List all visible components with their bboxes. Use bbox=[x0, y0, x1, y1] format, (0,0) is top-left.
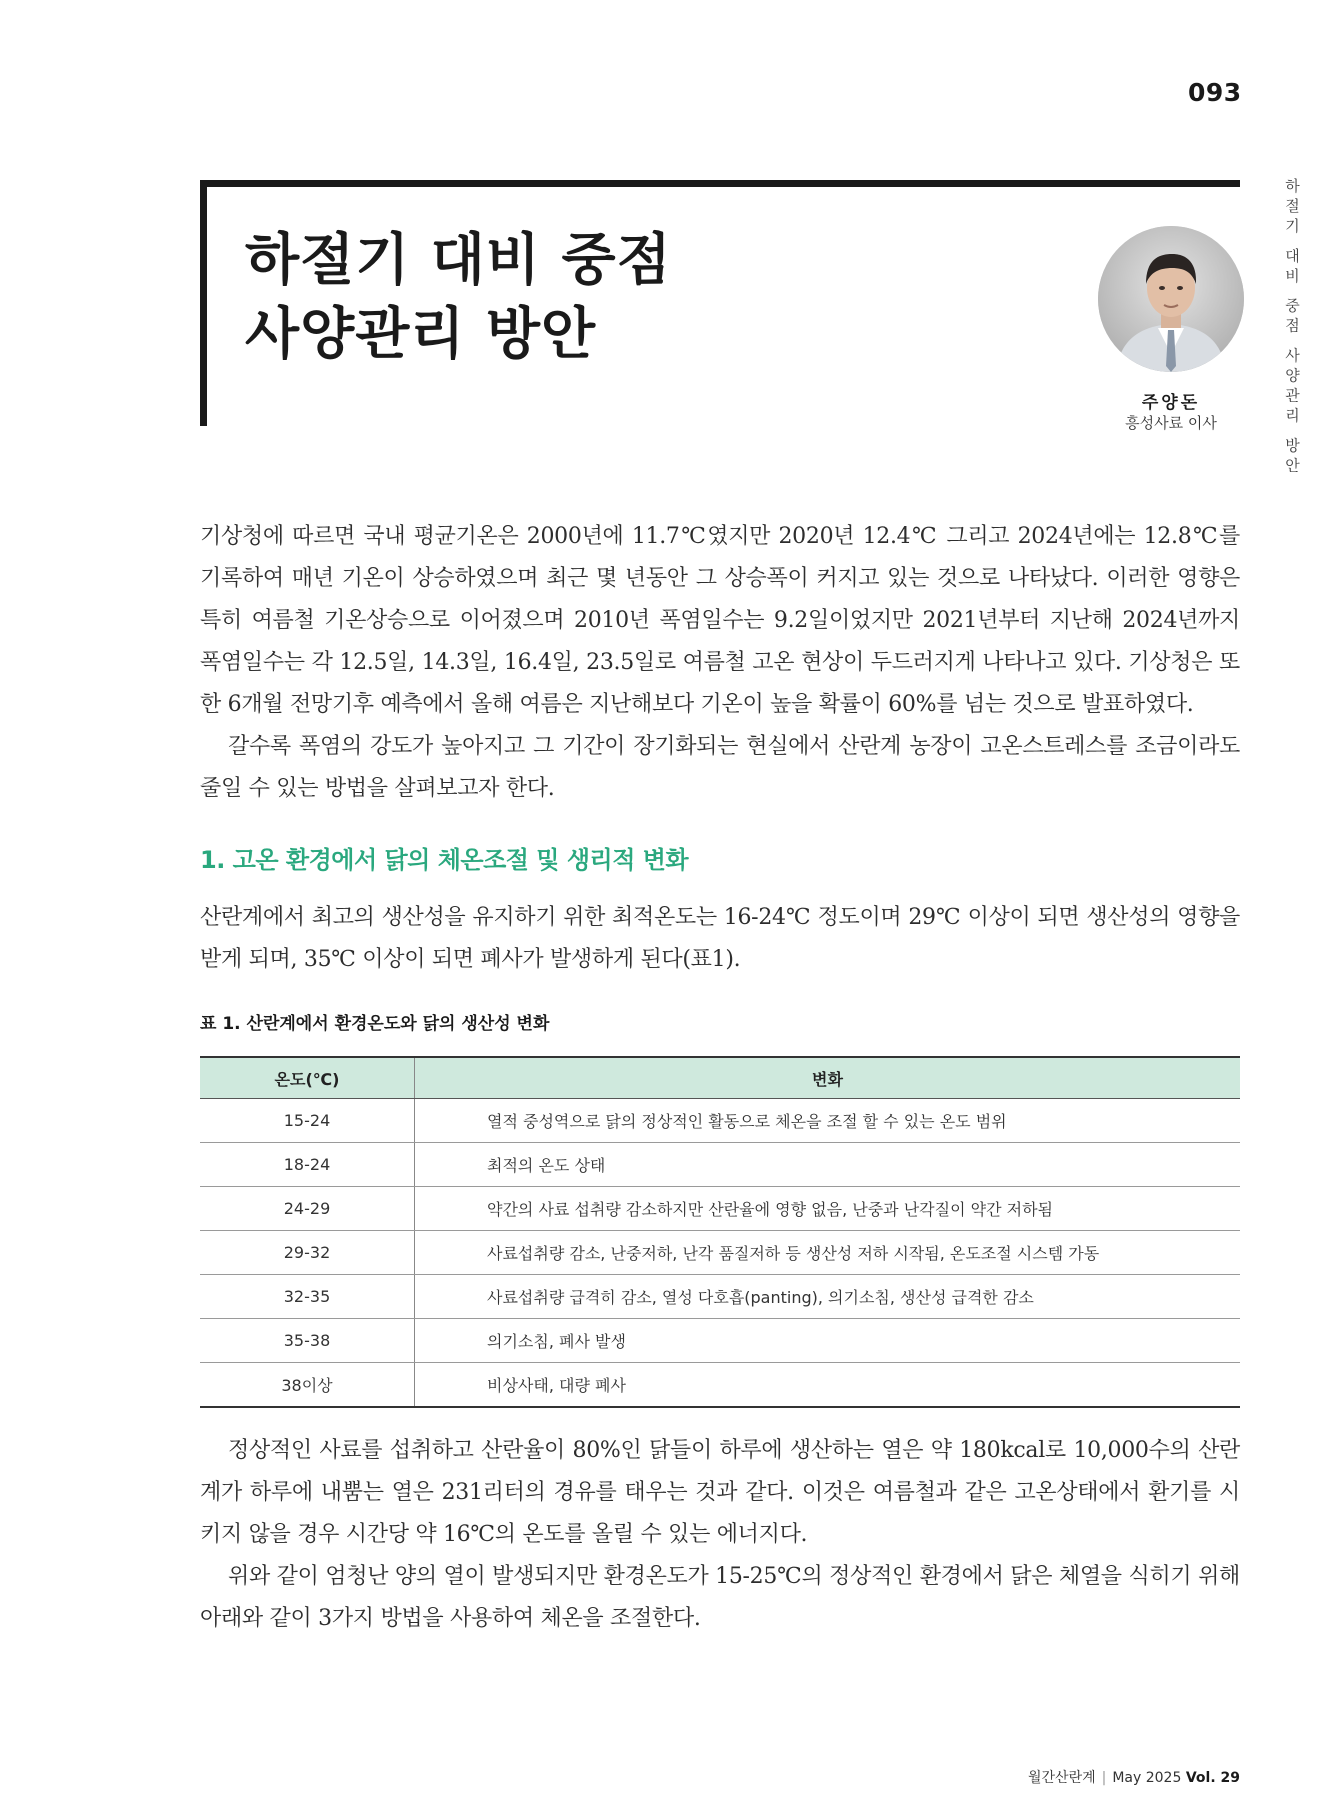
cell-change: 열적 중성역으로 닭의 정상적인 활동으로 체온을 조절 할 수 있는 온도 범위 bbox=[415, 1099, 1241, 1143]
cell-change: 비상사태, 대량 폐사 bbox=[415, 1363, 1241, 1408]
table-row bbox=[200, 1187, 1240, 1231]
paragraph-1: 기상청에 따르면 국내 평균기온은 2000년에 11.7℃였지만 2020년 12.4℃ 그리고 2024년에는 12.8℃를 기록하여 매년 기온이 상승하였으며 최근 몇 년동안 그 상승폭이 커지고 있는 것으로 나타났다. 이러한 영향은 특히 여름철 기온상승으로 이어졌으며 2010년 폭염일수는 9.2일이었지만 2021년부터 지난해 2024년까지 폭염일수는 각 12.5일, 14.3일, 16.4일, 23.5일로 여름철 고온 현상이 두드러지게 나타나고 있다. 기상청은 또한 6개월 전망기후 예측에서 올해 여름은 지난해보다 기온이 높을 확률이 60%를 넘는 것으로 발표하였다. bbox=[200, 524, 1240, 717]
cell-temperature: 32-35 bbox=[200, 1275, 415, 1319]
cell-change: 의기소침, 폐사 발생 bbox=[415, 1319, 1241, 1363]
paragraph-2: 갈수록 폭염의 강도가 높아지고 그 기간이 장기화되는 현실에서 산란계 농장이 고온스트레스를 조금이라도 줄일 수 있는 방법을 살펴보고자 한다. bbox=[200, 734, 1240, 801]
temperature-table bbox=[200, 1056, 1240, 1408]
footer-separator: | bbox=[1101, 1770, 1107, 1786]
side-running-title: 하절기 대비 중점 사양관리 방안 bbox=[1283, 178, 1301, 478]
page-footer bbox=[960, 1767, 1240, 1787]
cell-temperature: 38이상 bbox=[200, 1363, 415, 1408]
title-line-1: 하절기 대비 중점 bbox=[245, 228, 672, 293]
cell-change: 최적의 온도 상태 bbox=[415, 1143, 1241, 1187]
table-row bbox=[200, 1363, 1240, 1408]
cell-change: 사료섭취량 급격히 감소, 열성 다호흡(panting), 의기소침, 생산성 급격한 감소 bbox=[415, 1275, 1241, 1319]
article-body bbox=[200, 516, 1240, 1640]
title-block bbox=[200, 180, 1240, 426]
cell-temperature: 18-24 bbox=[200, 1143, 415, 1187]
header-temperature: 온도(℃) bbox=[200, 1057, 415, 1099]
paragraph-4: 정상적인 사료를 섭취하고 산란율이 80%인 닭들이 하루에 생산하는 열은 약 180kcal로 10,000수의 산란계가 하루에 내뿜는 열은 231리터의 경유를 태우는 것과 같다. 이것은 여름철과 같은 고온상태에서 환기를 시키지 않을 경우 시간당 약 16℃의 온도를 올릴 수 있는 에너지다. bbox=[200, 1438, 1240, 1547]
section-heading: 1. 고온 환경에서 닭의 체온조절 및 생리적 변화 bbox=[200, 846, 689, 874]
table-header-row bbox=[200, 1057, 1240, 1099]
table-row bbox=[200, 1231, 1240, 1275]
cell-temperature: 35-38 bbox=[200, 1319, 415, 1363]
paragraph-5: 위와 같이 엄청난 양의 열이 발생되지만 환경온도가 15-25℃의 정상적인 환경에서 닭은 체열을 식히기 위해 아래와 같이 3가지 방법을 사용하여 체온을 조절한다. bbox=[200, 1564, 1240, 1631]
footer-volume: Vol. 29 bbox=[1185, 1770, 1240, 1786]
header-change: 변화 bbox=[415, 1057, 1241, 1099]
author-portrait-illustration bbox=[1098, 226, 1244, 372]
cell-change: 약간의 사료 섭취량 감소하지만 산란율에 영향 없음, 난중과 난각질이 약간 저하됨 bbox=[415, 1187, 1241, 1231]
cell-temperature: 29-32 bbox=[200, 1231, 415, 1275]
table-row bbox=[200, 1275, 1240, 1319]
title-rule-left bbox=[200, 180, 207, 426]
footer-magazine: 월간산란계 bbox=[1028, 1770, 1096, 1786]
cell-temperature: 24-29 bbox=[200, 1187, 415, 1231]
cell-temperature: 15-24 bbox=[200, 1099, 415, 1143]
footer-issue: May 2025 bbox=[1112, 1770, 1182, 1786]
author-role: 흥성사료 이사 bbox=[1125, 414, 1217, 432]
table-row bbox=[200, 1143, 1240, 1187]
title-line-2: 사양관리 방안 bbox=[245, 302, 597, 367]
article-title bbox=[245, 224, 672, 372]
table-row bbox=[200, 1319, 1240, 1363]
paragraph-3: 산란계에서 최고의 생산성을 유지하기 위한 최적온도는 16-24℃ 정도이며 29℃ 이상이 되면 생산성의 영향을 받게 되며, 35℃ 이상이 되면 폐사가 발생하게 된다(표1). bbox=[200, 905, 1240, 972]
title-rule-top bbox=[200, 180, 1240, 187]
author-name: 주양돈 bbox=[1141, 393, 1201, 413]
cell-change: 사료섭취량 감소, 난중저하, 난각 품질저하 등 생산성 저하 시작됨, 온도조절 시스템 가동 bbox=[415, 1231, 1241, 1275]
table-caption: 표 1. 산란계에서 환경온도와 닭의 생산성 변화 bbox=[200, 1014, 550, 1034]
table-row bbox=[200, 1099, 1240, 1143]
author-photo bbox=[1098, 226, 1244, 372]
page-number: 093 bbox=[1188, 78, 1242, 107]
